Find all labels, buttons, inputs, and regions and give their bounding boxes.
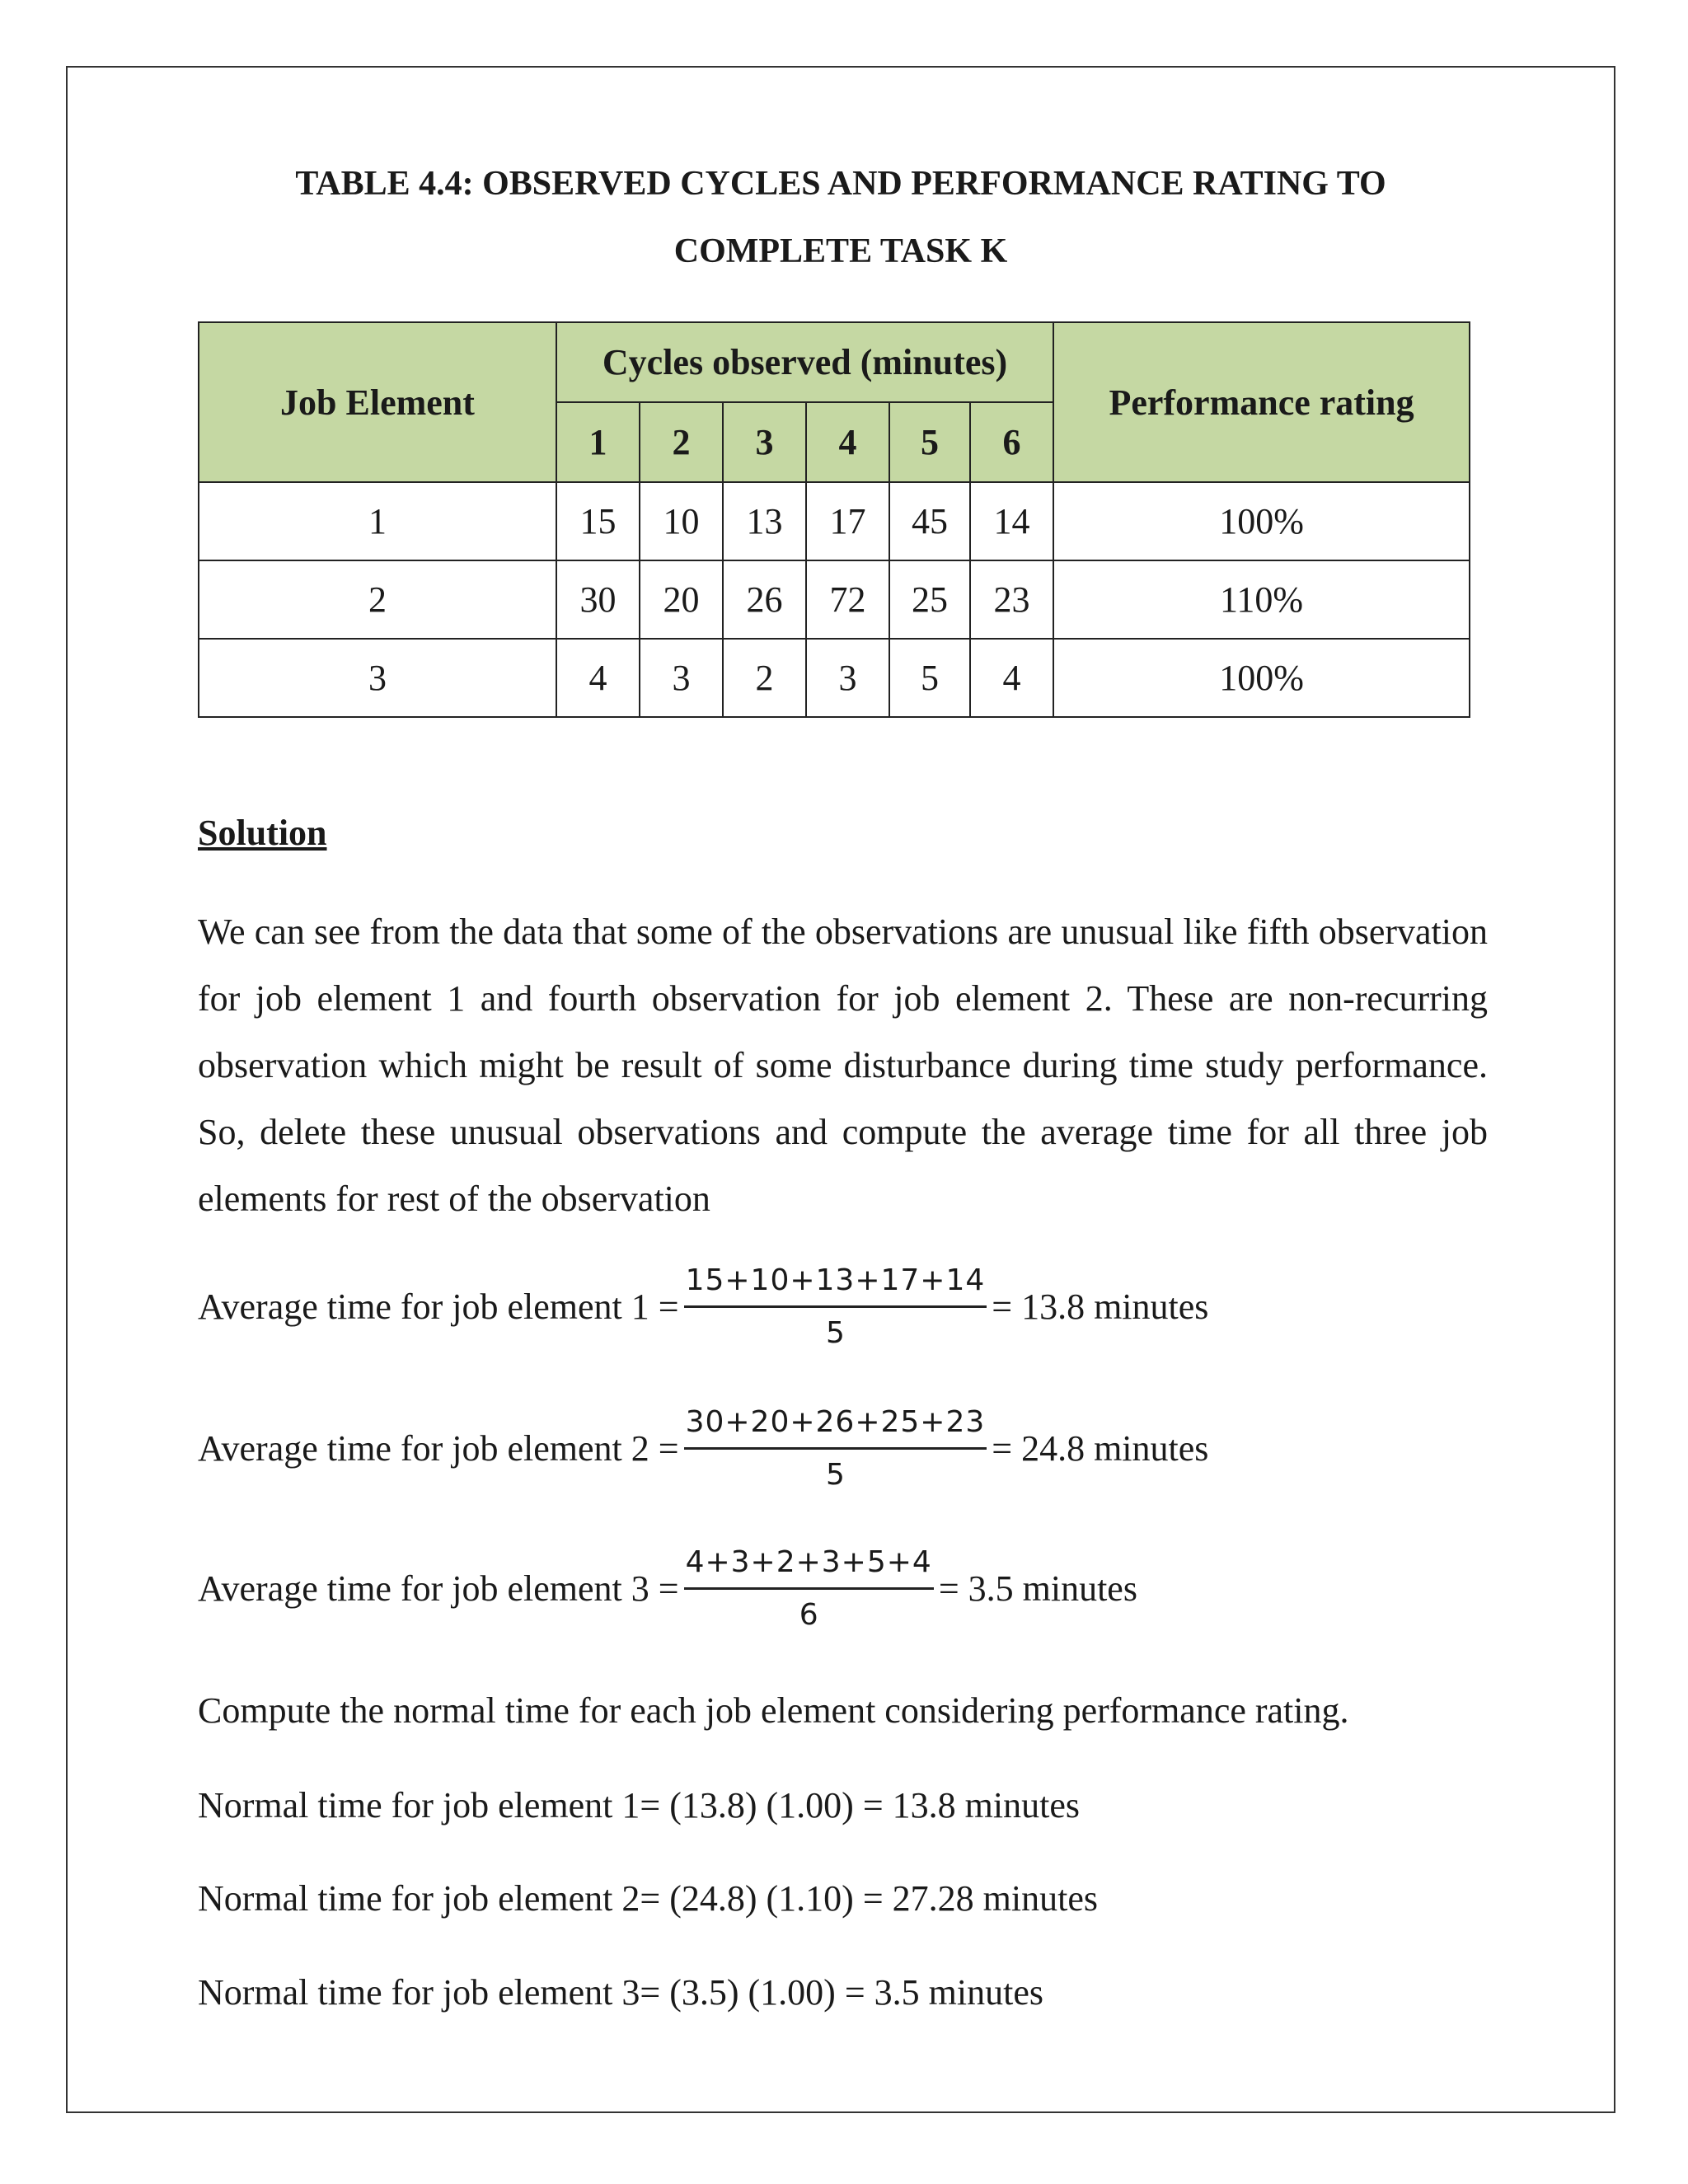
job-element-cell: 1 [199, 482, 556, 560]
cycle-cell: 10 [640, 482, 723, 560]
table-row [199, 560, 1470, 639]
fraction-denominator: 5 [825, 1315, 845, 1350]
fraction-numerator: 30+20+26+25+23 [684, 1405, 987, 1450]
average-label: Average time for job element 2 = [198, 1427, 679, 1469]
normal-time-line-3: Normal time for job element 3= (3.5) (1.00) = 3.5 minutes [198, 1972, 1043, 2013]
header-cycle-number: 5 [889, 402, 970, 482]
cycle-cell: 23 [970, 560, 1053, 639]
cycle-cell: 17 [806, 482, 889, 560]
table-title-line-2: COMPLETE TASK K [673, 232, 1008, 270]
average-label: Average time for job element 3 = [198, 1568, 679, 1609]
cycle-cell: 4 [970, 639, 1053, 717]
cycle-cell: 3 [806, 639, 889, 717]
average-equation-1 [198, 1261, 1208, 1352]
job-element-cell: 2 [199, 560, 556, 639]
cycle-cell: 5 [889, 639, 970, 717]
header-cycle-number: 6 [970, 402, 1053, 482]
header-job-element: Job Element [199, 322, 556, 482]
fraction-numerator: 15+10+13+17+14 [684, 1263, 987, 1308]
cycle-cell: 20 [640, 560, 723, 639]
average-fraction [684, 1405, 987, 1492]
observed-cycles-table [198, 321, 1470, 718]
solution-heading: Solution [198, 813, 327, 853]
header-performance-rating: Performance rating [1053, 322, 1470, 482]
cycle-cell: 2 [723, 639, 806, 717]
cycle-cell: 72 [806, 560, 889, 639]
cycle-cell: 4 [556, 639, 640, 717]
cycle-cell: 25 [889, 560, 970, 639]
performance-rating-cell: 110% [1053, 560, 1470, 639]
average-result: = 13.8 minutes [992, 1286, 1209, 1327]
header-cycle-number: 3 [723, 402, 806, 482]
cycle-cell: 45 [889, 482, 970, 560]
average-equation-3 [198, 1543, 1137, 1633]
performance-rating-cell: 100% [1053, 639, 1470, 717]
cycle-cell: 30 [556, 560, 640, 639]
table-row [199, 482, 1470, 560]
normal-time-intro: Compute the normal time for each job element considering performance rating. [198, 1690, 1349, 1731]
cycle-cell: 26 [723, 560, 806, 639]
header-cycle-number: 4 [806, 402, 889, 482]
average-result: = 3.5 minutes [938, 1568, 1137, 1609]
fraction-denominator: 5 [825, 1457, 845, 1492]
normal-time-line-2: Normal time for job element 2= (24.8) (1.10) = 27.28 minutes [198, 1878, 1098, 1919]
cycle-cell: 14 [970, 482, 1053, 560]
average-result: = 24.8 minutes [992, 1427, 1209, 1469]
cycle-cell: 13 [723, 482, 806, 560]
solution-paragraph: We can see from the data that some of the observations are unusual like fifth observation for job element 1 and fourth observation for job element 2. These are non-recurring observation which might be result of some disturbance during time study performance. So, delete these unusual observations and compute the average time for all three job elements for rest of the observation [198, 912, 1488, 1219]
header-cycle-number: 2 [640, 402, 723, 482]
cycle-cell: 15 [556, 482, 640, 560]
header-cycles-observed: Cycles observed (minutes) [556, 322, 1053, 402]
average-equation-2 [198, 1403, 1208, 1493]
performance-rating-cell: 100% [1053, 482, 1470, 560]
normal-time-line-1: Normal time for job element 1= (13.8) (1.00) = 13.8 minutes [198, 1785, 1080, 1825]
header-cycle-number: 1 [556, 402, 640, 482]
fraction-denominator: 6 [799, 1597, 818, 1632]
average-fraction [684, 1545, 934, 1632]
cycle-cell: 3 [640, 639, 723, 717]
table-title-line-1: TABLE 4.4: OBSERVED CYCLES AND PERFORMANCE RATING TO [295, 165, 1386, 203]
job-element-cell: 3 [199, 639, 556, 717]
fraction-numerator: 4+3+2+3+5+4 [684, 1545, 934, 1590]
average-fraction [684, 1263, 987, 1350]
average-label: Average time for job element 1 = [198, 1286, 679, 1327]
table-row [199, 639, 1470, 717]
